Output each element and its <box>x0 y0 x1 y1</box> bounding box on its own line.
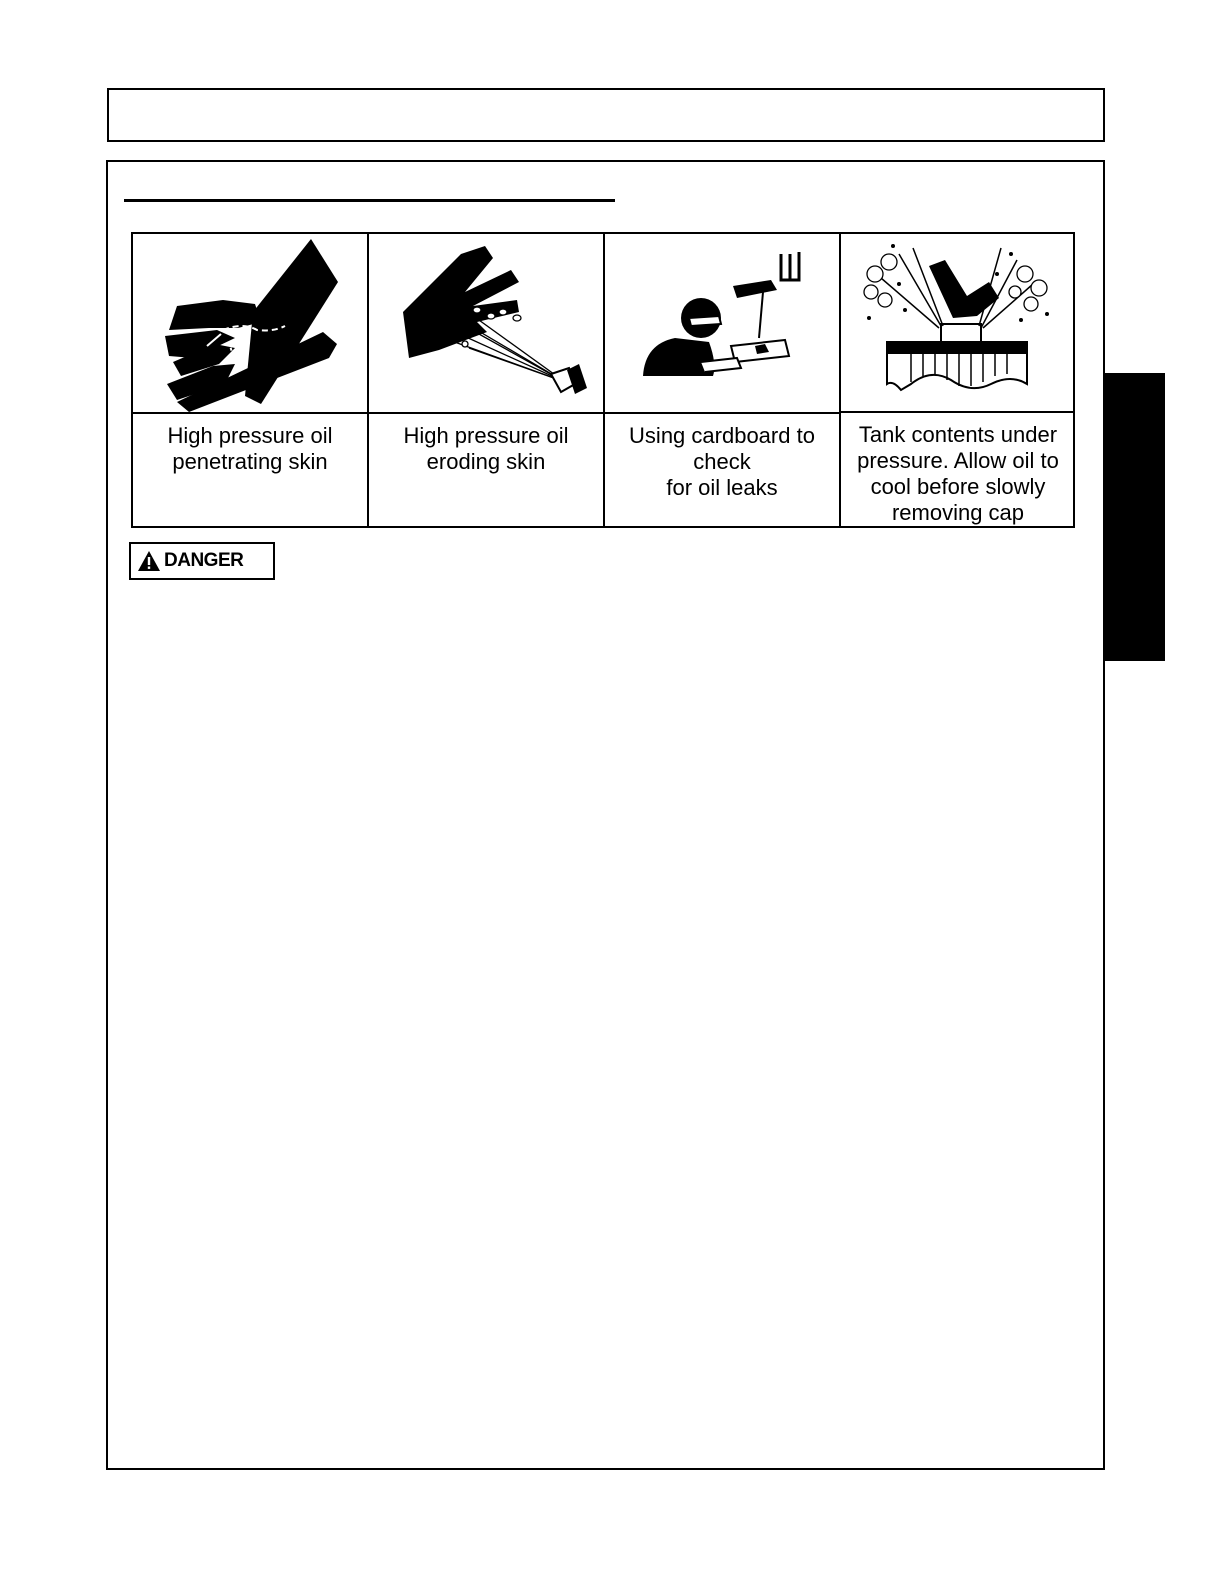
figure-caption-2: High pressure oil eroding skin <box>403 423 569 474</box>
danger-label-text: DANGER <box>164 550 244 571</box>
figure-caption-3: Using cardboard to check for oil leaks <box>629 423 815 500</box>
warning-triangle-icon <box>137 550 161 572</box>
section-heading-rule <box>124 199 615 202</box>
figure-cell-4 <box>841 234 1075 526</box>
page-header-box <box>107 88 1105 142</box>
section-side-tab <box>1104 373 1165 661</box>
danger-label <box>129 542 275 580</box>
hazard-figure-table <box>131 232 1075 528</box>
figure-cell-3 <box>605 234 841 526</box>
figure-caption-1: High pressure oil penetrating skin <box>167 423 333 474</box>
figure-caption-4: Tank contents under pressure. Allow oil to cool before slowly removing cap <box>857 422 1059 525</box>
figure-cell-2 <box>369 234 605 526</box>
figure-cell-1 <box>133 234 369 526</box>
hand-oil-penetration-icon <box>133 234 367 414</box>
cardboard-leak-check-icon <box>605 234 839 414</box>
tank-cap-pressure-icon <box>841 234 1075 413</box>
hand-oil-spray-icon <box>369 234 603 414</box>
